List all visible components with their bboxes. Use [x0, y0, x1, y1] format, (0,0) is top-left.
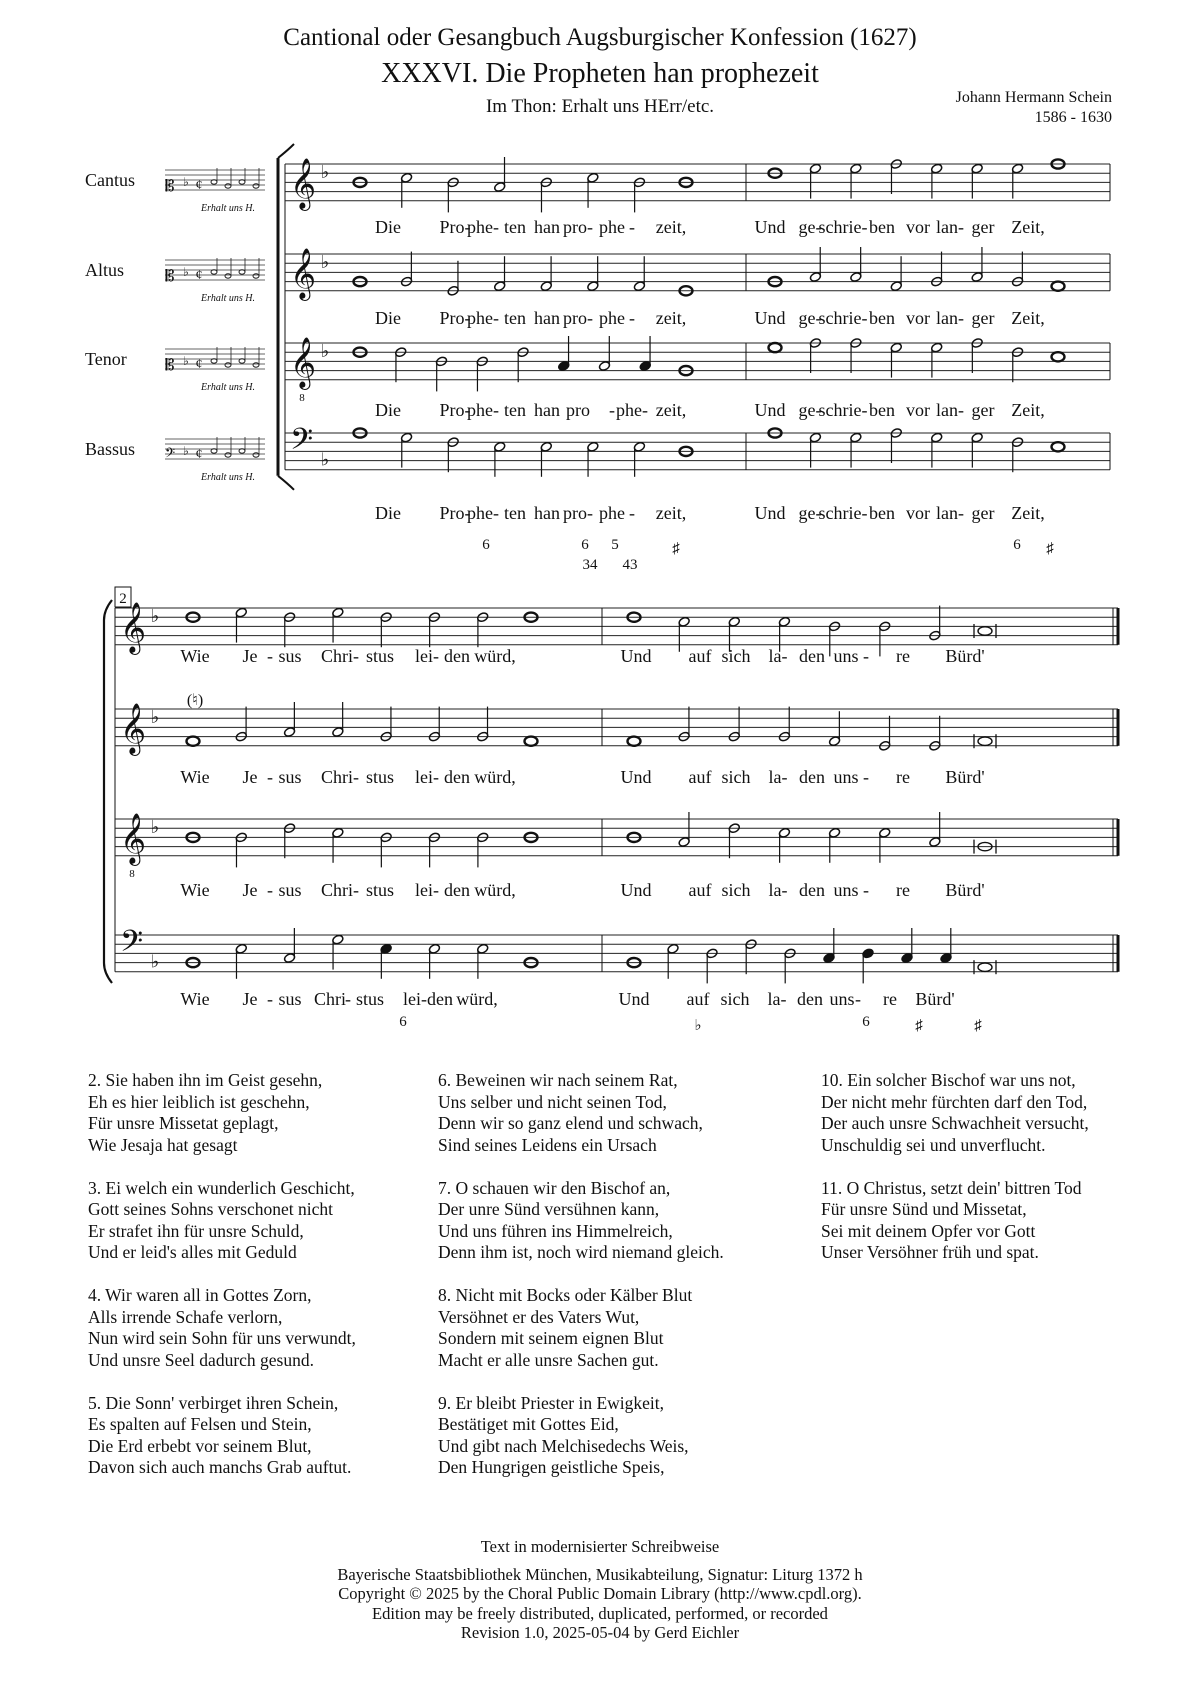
lyric-syllable: würd,	[456, 989, 498, 1009]
lyric-syllable: ben	[869, 400, 895, 420]
lyric-syllable: -	[855, 989, 861, 1009]
incipit-note	[253, 274, 259, 278]
lyric-syllable: Zeit,	[1011, 308, 1045, 328]
stanza-line: Alls irrende Schafe verlorn,	[88, 1306, 283, 1327]
lyric-syllable: ge-	[798, 400, 822, 420]
stanza-line: Unser Versöhner früh und spat.	[821, 1242, 1039, 1262]
lyric-syllable: la-	[768, 880, 788, 900]
treble-clef: 𝄞	[290, 159, 317, 208]
lyric-syllable: lei-	[415, 646, 439, 666]
lyric-syllable: vor	[906, 308, 930, 328]
incipit-note	[239, 449, 245, 453]
lyric-syllable: Chri-	[321, 880, 359, 900]
lyric-syllable: ge-	[798, 217, 822, 237]
figured-bass: ♯	[974, 1018, 982, 1034]
figured-bass: 6	[482, 537, 490, 553]
stanza-column-2	[438, 1070, 724, 1500]
lyric-syllable: den	[444, 646, 470, 666]
breve-note	[978, 963, 992, 971]
lyric-syllable: Je	[242, 767, 258, 787]
lyric-syllable: re	[896, 646, 910, 666]
whole-note	[187, 737, 200, 746]
lyric-syllable: Pro-	[439, 308, 471, 328]
lyric-syllable: re	[896, 880, 910, 900]
treble-clef: 𝄞	[290, 338, 317, 387]
lyric-syllable: la-	[767, 989, 787, 1009]
key-signature-flat: ♭	[320, 341, 330, 362]
lyric-syllable: ger	[971, 308, 995, 328]
lyric-syllable: Und	[618, 989, 650, 1009]
lyric-syllable: würd,	[474, 646, 516, 666]
lyric-syllable: Wie	[180, 767, 210, 787]
stanza-line: 5. Die Sonn' verbirget ihren Schein,	[88, 1392, 339, 1413]
stanza-6	[438, 1070, 724, 1156]
lyric-syllable: lei-	[415, 767, 439, 787]
stanza-line: Sind seines Leidens ein Ursach	[438, 1134, 657, 1155]
voice-name-cantus: Cantus	[85, 170, 136, 190]
lyric-syllable: pro-	[563, 217, 593, 237]
lyric-syllable: Und	[754, 217, 786, 237]
lyric-syllable: ben	[869, 308, 895, 328]
footer-source: Bayerische Staatsbibliothek München, Musikabteilung, Signatur: Liturg 1372 h	[337, 1564, 863, 1584]
breve-note	[978, 737, 992, 745]
lyric-syllable: ten	[504, 308, 526, 328]
footer	[0, 1537, 1200, 1643]
figured-bass: 6	[1013, 537, 1021, 553]
lyric-syllable: ben	[869, 217, 895, 237]
collection-title: Cantional oder Gesangbuch Augsburgischer Konfession (1627)	[283, 24, 917, 51]
incipit-flat: ♭	[183, 175, 189, 189]
stanza-line: Bestätiget mit Gottes Eid,	[438, 1414, 619, 1434]
figured-bass: ♯	[672, 541, 680, 557]
lyric-syllable: lei-	[403, 989, 427, 1009]
lyric-syllable: pro-	[563, 503, 593, 523]
stanza-line: 3. Ei welch ein wunderlich Geschicht,	[88, 1177, 355, 1198]
lyric-syllable: ger	[971, 400, 995, 420]
key-signature-flat: ♭	[150, 707, 160, 728]
lyric-syllable: Chri	[313, 989, 347, 1009]
lyric-syllable: Die	[375, 400, 401, 420]
lyric-syllable: Und	[754, 308, 786, 328]
lyric-syllable: Wie	[180, 646, 210, 666]
lyric-syllable: -	[267, 880, 273, 900]
octave-mark: 8	[129, 868, 135, 880]
lyric-syllable: Je	[242, 989, 258, 1009]
lyric-syllable: Bürd'	[915, 989, 955, 1009]
lyric-syllable: Pro-	[439, 217, 471, 237]
lyric-syllable: den	[444, 767, 470, 787]
lyric-syllable: Und	[620, 767, 652, 787]
editorial-natural: (♮)	[186, 692, 204, 709]
lyric-syllable: schrie-	[818, 308, 868, 328]
voice-name-altus: Altus	[85, 260, 125, 280]
lyric-syllable: han	[534, 400, 560, 420]
incipit-flat: ♭	[183, 444, 189, 458]
key-signature-flat: ♭	[320, 449, 330, 470]
lyric-syllable: la-	[768, 767, 788, 787]
stanza-3	[88, 1178, 356, 1264]
lyric-syllable: sus	[278, 880, 302, 900]
lyric-syllable: sich	[721, 646, 751, 666]
lyric-syllable: han	[534, 308, 560, 328]
incipit-mensuration: ¢	[195, 178, 203, 193]
lyric-syllable: sus	[278, 989, 302, 1009]
lyric-syllable: Bürd'	[945, 646, 985, 666]
lyric-syllable: re	[896, 767, 910, 787]
lyric-syllable: -	[863, 880, 869, 900]
figured-bass: 6	[399, 1014, 407, 1030]
lyric-syllable: pro-	[563, 308, 593, 328]
lyric-syllable: -	[267, 989, 273, 1009]
key-signature-flat: ♭	[150, 817, 160, 838]
lyric-syllable: Zeit,	[1011, 503, 1045, 523]
stanza-line: Den Hungrigen geistliche Speis,	[438, 1457, 665, 1477]
lyric-syllable: lan-	[936, 503, 964, 523]
lyric-syllable: Bürd'	[945, 880, 985, 900]
stanza-line: Für unsre Missetat geplagt,	[88, 1113, 279, 1133]
stanza-11	[821, 1178, 1089, 1264]
lyric-syllable: Und	[620, 646, 652, 666]
stanza-line: Gott seines Sohns verschonet nicht	[88, 1199, 333, 1219]
stanza-line: 11. O Christus, setzt dein' bittren Tod	[821, 1177, 1082, 1198]
lyric-syllable: Und	[754, 400, 786, 420]
composer-name: Johann Hermann Schein	[955, 89, 1112, 106]
stanza-line: Eh es hier leiblich ist geschehn,	[88, 1091, 310, 1112]
stanza-line: Wie Jesaja hat gesagt	[88, 1134, 238, 1155]
stanza-line: 9. Er bleibt Priester in Ewigkeit,	[438, 1392, 664, 1413]
whole-note	[1052, 442, 1065, 451]
lyric-syllable: ben	[869, 503, 895, 523]
incipit-cantus	[165, 168, 265, 214]
figured-bass: 6	[581, 537, 589, 553]
lyric-syllable: zeit,	[655, 308, 687, 328]
stanza-line: 10. Ein solcher Bischof war uns not,	[821, 1070, 1076, 1090]
stanza-line: Der auch unsre Schwachheit versucht,	[821, 1113, 1089, 1133]
incipit-label: Erhalt uns H.	[201, 382, 255, 393]
key-signature-flat: ♭	[150, 606, 160, 627]
figured-bass: ♯	[915, 1018, 923, 1034]
stanza-10	[821, 1070, 1089, 1156]
incipit-altus	[165, 258, 265, 304]
incipit-mensuration: ¢	[195, 357, 203, 372]
incipit-note	[239, 180, 245, 184]
lyric-syllable: lan-	[936, 217, 964, 237]
incipit-note	[253, 453, 259, 457]
footer-license: Edition may be freely distributed, duplicated, performed, or recorded	[372, 1603, 828, 1623]
footer-note: Text in modernisierter Schreibweise	[480, 1537, 720, 1556]
stanza-line: Und uns führen ins Himmelreich,	[438, 1220, 673, 1241]
lyric-syllable: ge-	[798, 308, 822, 328]
lyric-syllable: phe-	[467, 217, 499, 237]
stanza-7	[438, 1178, 724, 1264]
lyric-syllable: phe-	[467, 308, 499, 328]
incipit-label: Erhalt uns H.	[201, 203, 255, 214]
lyric-syllable: uns	[833, 767, 859, 787]
lyric-syllable: han	[534, 217, 560, 237]
bracket-hook	[278, 476, 294, 490]
lyric-syllable: -	[629, 308, 635, 328]
stanza-line: 4. Wir waren all in Gottes Zorn,	[88, 1285, 312, 1305]
breve-note	[978, 627, 992, 635]
lyric-syllable: -	[345, 989, 351, 1009]
tune-subtitle: Im Thon: Erhalt uns HErr/etc.	[485, 96, 715, 117]
stanza-2	[88, 1070, 356, 1156]
lyric-syllable: lan-	[936, 400, 964, 420]
whole-note	[628, 737, 641, 746]
lyric-syllable: sus	[278, 767, 302, 787]
lyric-syllable: auf	[688, 880, 712, 900]
system-bracket	[104, 600, 112, 983]
incipit-note	[211, 359, 217, 363]
lyric-syllable: Chri-	[321, 646, 359, 666]
lyric-syllable: han	[534, 503, 560, 523]
stanza-line: 6. Beweinen wir nach seinem Rat,	[438, 1070, 678, 1090]
whole-note	[769, 343, 782, 352]
stanza-column-1	[88, 1070, 356, 1500]
stanza-line: Für unsre Sünd und Missetat,	[821, 1199, 1027, 1219]
lyric-syllable: Pro-	[439, 503, 471, 523]
lyric-syllable: phe	[599, 217, 625, 237]
lyric-syllable: -	[863, 646, 869, 666]
lyric-syllable: lei-	[415, 880, 439, 900]
lyric-syllable: stus	[365, 880, 395, 900]
piece-title: XXXVI. Die Propheten han prophezeit	[381, 58, 819, 89]
lyric-syllable: auf	[688, 646, 712, 666]
lyric-syllable: schrie-	[818, 503, 868, 523]
lyric-syllable: zeit,	[655, 400, 687, 420]
incipit-note	[253, 363, 259, 367]
lyric-syllable: auf	[688, 767, 712, 787]
lyric-syllable: Pro-	[439, 400, 471, 420]
lyric-syllable: ger	[971, 503, 995, 523]
incipit-note	[225, 274, 231, 278]
stanza-line: Es spalten auf Felsen und Stein,	[88, 1414, 312, 1434]
stanza-line: 2. Sie haben ihn im Geist gesehn,	[88, 1070, 323, 1090]
lyric-syllable: ge-	[798, 503, 822, 523]
stanza-line: Uns selber und nicht seinen Tod,	[438, 1091, 667, 1112]
incipit-clef: 𝄡	[165, 178, 175, 195]
stanza-line: Versöhnet er des Vaters Wut,	[438, 1306, 640, 1327]
incipit-bassus	[165, 437, 265, 483]
lyric-syllable: würd,	[474, 767, 516, 787]
treble-clef: 𝄞	[120, 603, 147, 652]
lyric-syllable: Wie	[180, 880, 210, 900]
stanza-line: Der unre Sünd versühnen kann,	[438, 1199, 660, 1219]
lyric-syllable: Bürd'	[945, 767, 985, 787]
lyric-syllable: -	[863, 767, 869, 787]
lyric-syllable: phe	[599, 503, 625, 523]
incipit-flat: ♭	[183, 354, 189, 368]
stanza-line: Davon sich auch manchs Grab auftut.	[88, 1457, 352, 1477]
incipit-clef: 𝄢	[164, 447, 176, 464]
lyric-syllable: phe	[599, 308, 625, 328]
lyric-syllable: -	[629, 503, 635, 523]
lyric-syllable: phe-	[467, 400, 499, 420]
lyric-syllable: -	[609, 400, 615, 420]
stanza-line: Unschuldig sei und unverflucht.	[821, 1134, 1046, 1155]
lyric-syllable: vor	[906, 503, 930, 523]
lyric-syllable: Und	[754, 503, 786, 523]
stanza-texts	[88, 1070, 1148, 1477]
lyric-syllable: sich	[720, 989, 750, 1009]
lyric-syllable: den	[799, 880, 825, 900]
lyric-syllable: würd,	[474, 880, 516, 900]
whole-note	[1052, 282, 1065, 291]
incipit-clef: 𝄡	[165, 357, 175, 374]
stanza-9	[438, 1393, 724, 1479]
incipit-mensuration: ¢	[195, 268, 203, 283]
lyric-syllable: re	[883, 989, 897, 1009]
lyric-syllable: pro	[566, 400, 590, 420]
stanza-line: Und er leid's alles mit Geduld	[88, 1242, 297, 1262]
stanza-line: Sei mit deinem Opfer vor Gott	[821, 1220, 1036, 1241]
lyric-syllable: den	[799, 767, 825, 787]
lyric-syllable: zeit,	[655, 503, 687, 523]
bracket-hook	[278, 144, 294, 158]
incipit-tenor	[165, 347, 265, 393]
stanza-line: Und gibt nach Melchisedechs Weis,	[438, 1435, 689, 1456]
stanza-line: Denn wir so ganz elend und schwach,	[438, 1113, 703, 1133]
incipit-label: Erhalt uns H.	[201, 472, 255, 483]
stanza-line: Sondern mit seinem eignen Blut	[438, 1328, 664, 1348]
lyric-syllable: den	[797, 989, 823, 1009]
lyric-syllable: la-	[768, 646, 788, 666]
stanza-line: Der nicht mehr fürchten darf den Tod,	[821, 1091, 1088, 1112]
lyric-syllable: den	[427, 989, 453, 1009]
lyric-syllable: Die	[375, 308, 401, 328]
key-signature-flat: ♭	[320, 252, 330, 273]
footer-copyright: Copyright © 2025 by the Choral Public Domain Library (http://www.cpdl.org).	[338, 1584, 862, 1603]
lyric-syllable: stus	[365, 767, 395, 787]
octave-mark: 8	[299, 392, 305, 404]
lyric-syllable: phe-	[616, 400, 648, 420]
voice-name-tenor: Tenor	[85, 349, 127, 369]
incipit-note	[225, 453, 231, 457]
lyric-syllable: uns	[829, 989, 855, 1009]
treble-clef: 𝄞	[290, 249, 317, 298]
stanza-5	[88, 1393, 356, 1479]
stanza-line: 8. Nicht mit Bocks oder Kälber Blut	[438, 1285, 693, 1305]
lyric-syllable: Und	[620, 880, 652, 900]
lyric-syllable: -	[267, 646, 273, 666]
stanza-8	[438, 1285, 724, 1371]
stanza-column-3	[821, 1070, 1089, 1285]
incipit-note	[253, 184, 259, 188]
figured-bass: ♯	[1046, 541, 1054, 557]
lyric-syllable: Chri-	[321, 767, 359, 787]
whole-note	[1052, 352, 1065, 361]
lyric-syllable: schrie-	[818, 400, 868, 420]
stanza-line: Denn ihm ist, noch wird niemand gleich.	[438, 1242, 724, 1262]
incipit-note	[239, 270, 245, 274]
whole-note	[525, 737, 538, 746]
figured-bass: 5	[611, 537, 619, 553]
lyric-syllable: stus	[355, 989, 385, 1009]
incipit-flat: ♭	[183, 265, 189, 279]
incipit-note	[211, 449, 217, 453]
lyric-syllable: Zeit,	[1011, 400, 1045, 420]
incipit-note	[239, 359, 245, 363]
lyric-syllable: den	[799, 646, 825, 666]
figured-bass: 6	[862, 1014, 870, 1030]
lyric-syllable: auf	[686, 989, 710, 1009]
bass-clef: 𝄢	[290, 423, 314, 463]
lyric-syllable: uns	[833, 880, 859, 900]
incipit-label: Erhalt uns H.	[201, 293, 255, 304]
stanza-line: Und unsre Seel dadurch gesund.	[88, 1349, 314, 1370]
lyric-syllable: ger	[971, 217, 995, 237]
lyric-syllable: -	[629, 217, 635, 237]
lyric-syllable: schrie-	[818, 217, 868, 237]
incipit-note	[225, 363, 231, 367]
lyric-syllable: Je	[242, 880, 258, 900]
stanza-line: 7. O schauen wir den Bischof an,	[438, 1177, 671, 1198]
figured-bass: 43	[622, 557, 638, 573]
stanza-line: Er strafet ihn für unsre Schuld,	[88, 1220, 304, 1241]
lyric-syllable: vor	[906, 217, 930, 237]
lyric-syllable: zeit,	[655, 217, 687, 237]
lyric-syllable: sich	[721, 767, 751, 787]
voice-name-bassus: Bassus	[85, 439, 136, 459]
key-signature-flat: ♭	[150, 951, 160, 972]
lyric-syllable: ten	[504, 400, 526, 420]
lyric-syllable: -	[267, 767, 273, 787]
lyric-syllable: den	[444, 880, 470, 900]
figured-bass: 34	[582, 557, 598, 573]
figured-bass: ♭	[694, 1018, 702, 1034]
bass-clef: 𝄢	[120, 925, 144, 965]
lyric-syllable: sus	[278, 646, 302, 666]
lyric-syllable: Zeit,	[1011, 217, 1045, 237]
system-number: 2	[119, 591, 127, 607]
lyric-syllable: ten	[504, 217, 526, 237]
treble-clef: 𝄞	[120, 704, 147, 753]
incipit-clef: 𝄡	[165, 268, 175, 285]
lyric-syllable: stus	[365, 646, 395, 666]
incipit-note	[211, 180, 217, 184]
lyric-syllable: Die	[375, 503, 401, 523]
lyric-syllable: Wie	[180, 989, 210, 1009]
stanza-line: Macht er alle unsre Sachen gut.	[438, 1349, 659, 1370]
lyric-syllable: sich	[721, 880, 751, 900]
incipit-note	[211, 270, 217, 274]
lyric-syllable: phe-	[467, 503, 499, 523]
lyric-syllable: ten	[504, 503, 526, 523]
incipit-mensuration: ¢	[195, 447, 203, 462]
stanza-4	[88, 1285, 356, 1371]
incipit-note	[225, 184, 231, 188]
lyric-syllable: uns	[833, 646, 859, 666]
lyric-syllable: Die	[375, 217, 401, 237]
system-1	[85, 144, 1110, 573]
system-2	[104, 587, 1118, 1034]
footer-revision: Revision 1.0, 2025-05-04 by Gerd Eichler	[460, 1623, 740, 1642]
key-signature-flat: ♭	[320, 162, 330, 183]
lyric-syllable: vor	[906, 400, 930, 420]
stanza-line: Nun wird sein Sohn für uns verwundt,	[88, 1328, 356, 1348]
composer-dates: 1586 - 1630	[1034, 109, 1112, 126]
lyric-syllable: lan-	[936, 308, 964, 328]
treble-clef: 𝄞	[120, 814, 147, 863]
stanza-line: Die Erd erbebt vor seinem Blut,	[88, 1435, 312, 1456]
lyric-syllable: Je	[242, 646, 258, 666]
